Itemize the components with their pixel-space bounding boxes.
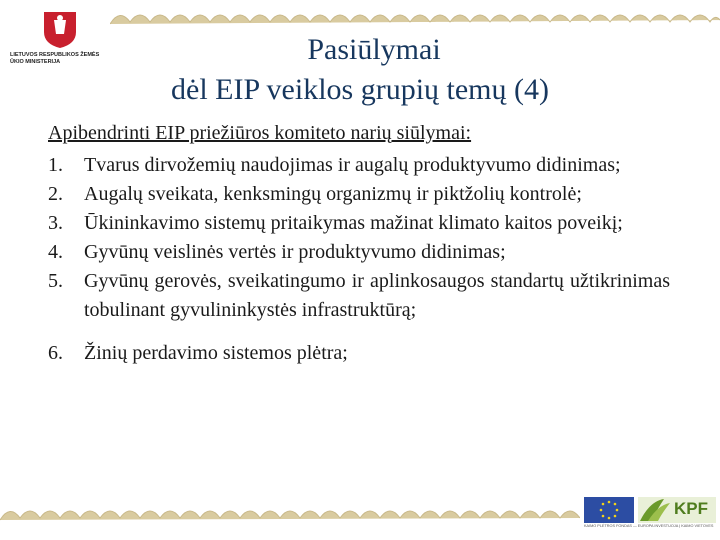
list-item-text: Gyvūnų veislinės vertės ir produktyvumo didinimas; <box>84 241 506 263</box>
list-item-number: 6. <box>48 342 63 364</box>
list-item <box>48 209 670 238</box>
list-item-text: Žinių perdavimo sistemos plėtra; <box>84 342 348 364</box>
kpf-logo <box>638 497 716 523</box>
list-item <box>48 267 670 325</box>
list-item-number: 5. <box>48 270 63 292</box>
eu-flag-icon <box>584 497 634 523</box>
list-item-number: 3. <box>48 212 63 234</box>
list-item-text: Tvarus dirvožemių naudojimas ir augalų produktyvumo didinimas; <box>84 154 621 176</box>
intro-text: Apibendrinti EIP priežiūros komiteto narių siūlymai: <box>48 122 472 144</box>
title-line-1: Pasiūlymai <box>307 33 441 66</box>
title-line-2: dėl EIP veiklos grupių temų (4) <box>171 73 549 106</box>
list-item-text: Augalų sveikata, kenksmingų organizmų ir piktžolių kontrolė; <box>84 183 582 205</box>
page-title <box>0 30 720 110</box>
list-item-text: Ūkininkavimo sistemų pritaikymas mažinat klimato kaitos poveikį; <box>84 212 623 234</box>
proposal-list <box>48 151 670 368</box>
list-item <box>48 238 670 267</box>
footer-caption: KAIMO PLĖTROS FONDAS — EUROPA INVESTUOJA Į KAIMO VIETOVES <box>584 524 714 528</box>
list-item <box>48 339 670 368</box>
list-item-number: 4. <box>48 241 63 263</box>
list-item-number: 2. <box>48 183 63 205</box>
ministry-logo-caption: LIETUVOS RESPUBLIKOS ŽEMĖS ŪKIO MINISTERIJA <box>10 52 100 65</box>
list-item-text: Gyvūnų gerovės, sveikatingumo ir aplinkosaugos standartų užtikrinimas tobulinant gyvulininkystės infrastruktūrą; <box>84 270 670 321</box>
wheat-border-bottom <box>0 500 580 530</box>
list-item <box>48 151 670 180</box>
list-item <box>48 180 670 209</box>
list-item-number: 1. <box>48 154 63 176</box>
kpf-logo-text: KPF <box>674 499 708 518</box>
